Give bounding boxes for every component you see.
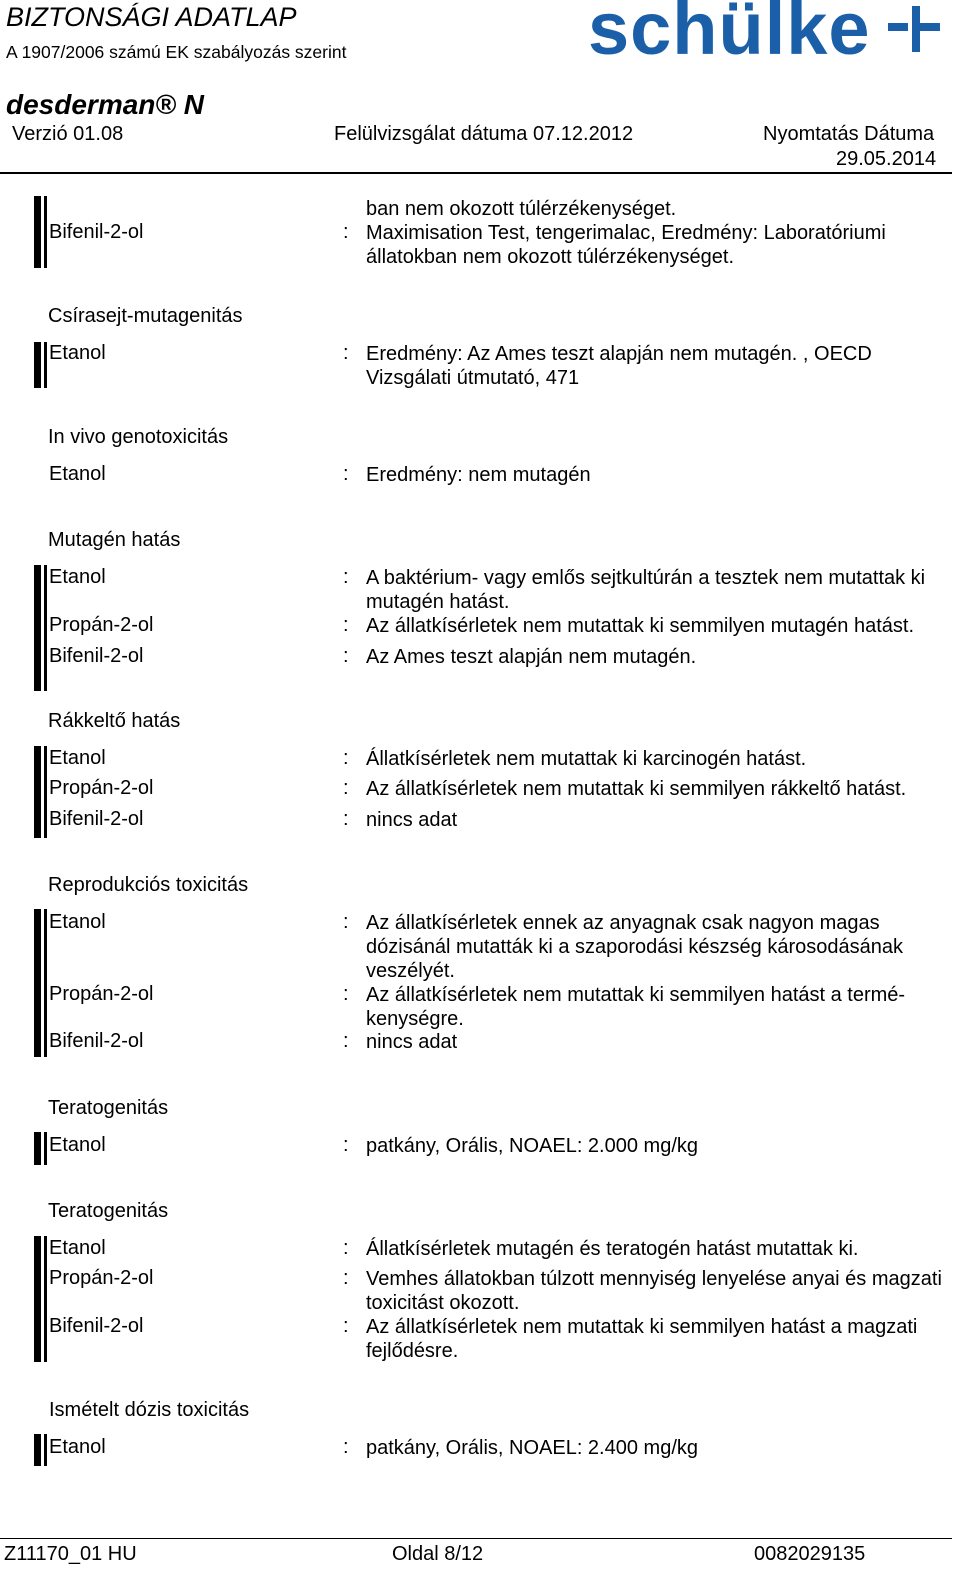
substance-label: Bifenil-2-ol	[49, 645, 144, 667]
section-heading: Reprodukciós toxicitás	[48, 874, 249, 896]
document-code: Z11170_01 HU	[4, 1543, 137, 1565]
section-heading: In vivo genotoxicitás	[48, 426, 229, 448]
revision-bar	[44, 1434, 47, 1466]
colon: :	[343, 1436, 349, 1458]
regulation-subtitle: A 1907/2006 számú EK szabályozás szerint	[6, 42, 347, 62]
colon: :	[343, 983, 349, 1005]
result-value: Az állatkísérletek nem mutattak ki semmilyen rákkeltő hatást.	[366, 778, 907, 800]
header-rule	[0, 172, 952, 174]
result-value: Eredmény: Az Ames teszt alapján nem mutagén. , OECD Vizsgálati útmutató, 471	[366, 343, 872, 389]
result-value: A baktérium- vagy emlős sejtkultúrán a tesztek nem mutattak ki mutagén hatást.	[366, 567, 926, 613]
colon: :	[343, 747, 349, 769]
substance-label: Etanol	[49, 747, 106, 769]
intro-prev-line: ban nem okozott túlérzékenységet.	[366, 198, 677, 220]
result-value: Az állatkísérletek ennek az anyagnak csak nagyon magas dózisánál mutatták ki a szaporodási készség károsodásának veszélyét.	[366, 912, 903, 982]
colon: :	[343, 1267, 349, 1289]
revision-date: Felülvizsgálat dátuma 07.12.2012	[334, 123, 634, 145]
result-value: Az Ames teszt alapján nem mutagén.	[366, 646, 697, 668]
svg-text:schülke: schülke	[588, 0, 871, 62]
substance-label: Bifenil-2-ol	[49, 1030, 144, 1052]
colon: :	[343, 221, 349, 243]
section-heading: Mutagén hatás	[48, 529, 181, 551]
section-heading: Ismételt dózis toxicitás	[49, 1399, 250, 1421]
colon: :	[343, 1134, 349, 1156]
revision-bar	[34, 1434, 41, 1466]
substance-label: Etanol	[49, 1134, 106, 1156]
footer-rule	[0, 1538, 952, 1539]
section-heading: Csírasejt-mutagenitás	[48, 305, 243, 327]
colon: :	[343, 566, 349, 588]
document-number: 0082029135	[754, 1543, 866, 1565]
result-value: Eredmény: nem mutagén	[366, 464, 591, 486]
revision-bar	[34, 746, 41, 838]
print-date-value: 29.05.2014	[836, 148, 937, 170]
revision-bar	[44, 196, 47, 268]
page-number: Oldal 8/12	[392, 1543, 484, 1565]
section-heading: Teratogenitás	[48, 1200, 169, 1222]
result-value: Az állatkísérletek nem mutattak ki semmilyen mutagén hatást.	[366, 615, 915, 637]
colon: :	[343, 1315, 349, 1337]
substance-label: Etanol	[49, 342, 106, 364]
result-value: nincs adat	[366, 809, 458, 831]
revision-bar	[44, 909, 47, 1057]
result-value: nincs adat	[366, 1031, 458, 1053]
section-heading: Rákkeltő hatás	[48, 710, 181, 732]
substance-label: Etanol	[49, 566, 106, 588]
print-date-label: Nyomtatás Dátuma	[763, 123, 935, 145]
schulke-logo	[588, 0, 948, 67]
substance-label: Etanol	[49, 463, 106, 485]
revision-bar	[34, 565, 41, 691]
colon: :	[343, 911, 349, 933]
version-label: Verzió 01.08	[12, 123, 124, 145]
substance-label: Etanol	[49, 1436, 106, 1458]
colon: :	[343, 342, 349, 364]
substance-label: Etanol	[49, 911, 106, 933]
colon: :	[343, 1030, 349, 1052]
revision-bar	[34, 196, 41, 268]
revision-bar	[44, 1236, 47, 1362]
substance-label: Bifenil-2-ol	[49, 808, 144, 830]
colon: :	[343, 614, 349, 636]
substance-label: Propán-2-ol	[49, 1267, 154, 1289]
result-value: Állatkísérletek nem mutattak ki karcinogén hatást.	[366, 748, 807, 770]
substance-label: Etanol	[49, 1237, 106, 1259]
revision-bar	[44, 746, 47, 838]
revision-bar	[34, 909, 41, 1057]
revision-bar	[34, 1236, 41, 1362]
result-value: patkány, Orális, NOAEL: 2.400 mg/kg	[366, 1437, 699, 1459]
document-title: BIZTONSÁGI ADATLAP	[6, 2, 297, 32]
colon: :	[343, 1237, 349, 1259]
result-value: Az állatkísérletek nem mutattak ki semmilyen hatást a termé-kenységre.	[366, 984, 906, 1030]
product-name: desderman® N	[6, 89, 205, 120]
result-value: Az állatkísérletek nem mutattak ki semmilyen hatást a magzati fejlődésre.	[366, 1316, 918, 1362]
intro-label: Bifenil-2-ol	[49, 221, 144, 243]
substance-label: Bifenil-2-ol	[49, 1315, 144, 1337]
revision-bar	[34, 342, 41, 388]
section-heading: Teratogenitás	[48, 1097, 169, 1119]
result-value: Állatkísérletek mutagén és teratogén hatást mutattak ki.	[366, 1238, 859, 1260]
revision-bar	[34, 1132, 41, 1165]
colon: :	[343, 777, 349, 799]
substance-label: Propán-2-ol	[49, 614, 154, 636]
substance-label: Propán-2-ol	[49, 983, 154, 1005]
substance-label: Propán-2-ol	[49, 777, 154, 799]
colon: :	[343, 808, 349, 830]
colon: :	[343, 645, 349, 667]
intro-value: Maximisation Test, tengerimalac, Eredmény: Laboratóriumi állatokban nem okozott túlérzékenységet.	[366, 222, 886, 268]
revision-bar	[44, 1132, 47, 1165]
colon: :	[343, 463, 349, 485]
result-value: Vemhes állatokban túlzott mennyiség lenyelése anyai és magzati toxicitást okozott.	[366, 1268, 942, 1314]
revision-bar	[44, 342, 47, 388]
revision-bar	[44, 565, 47, 691]
result-value: patkány, Orális, NOAEL: 2.000 mg/kg	[366, 1135, 699, 1157]
